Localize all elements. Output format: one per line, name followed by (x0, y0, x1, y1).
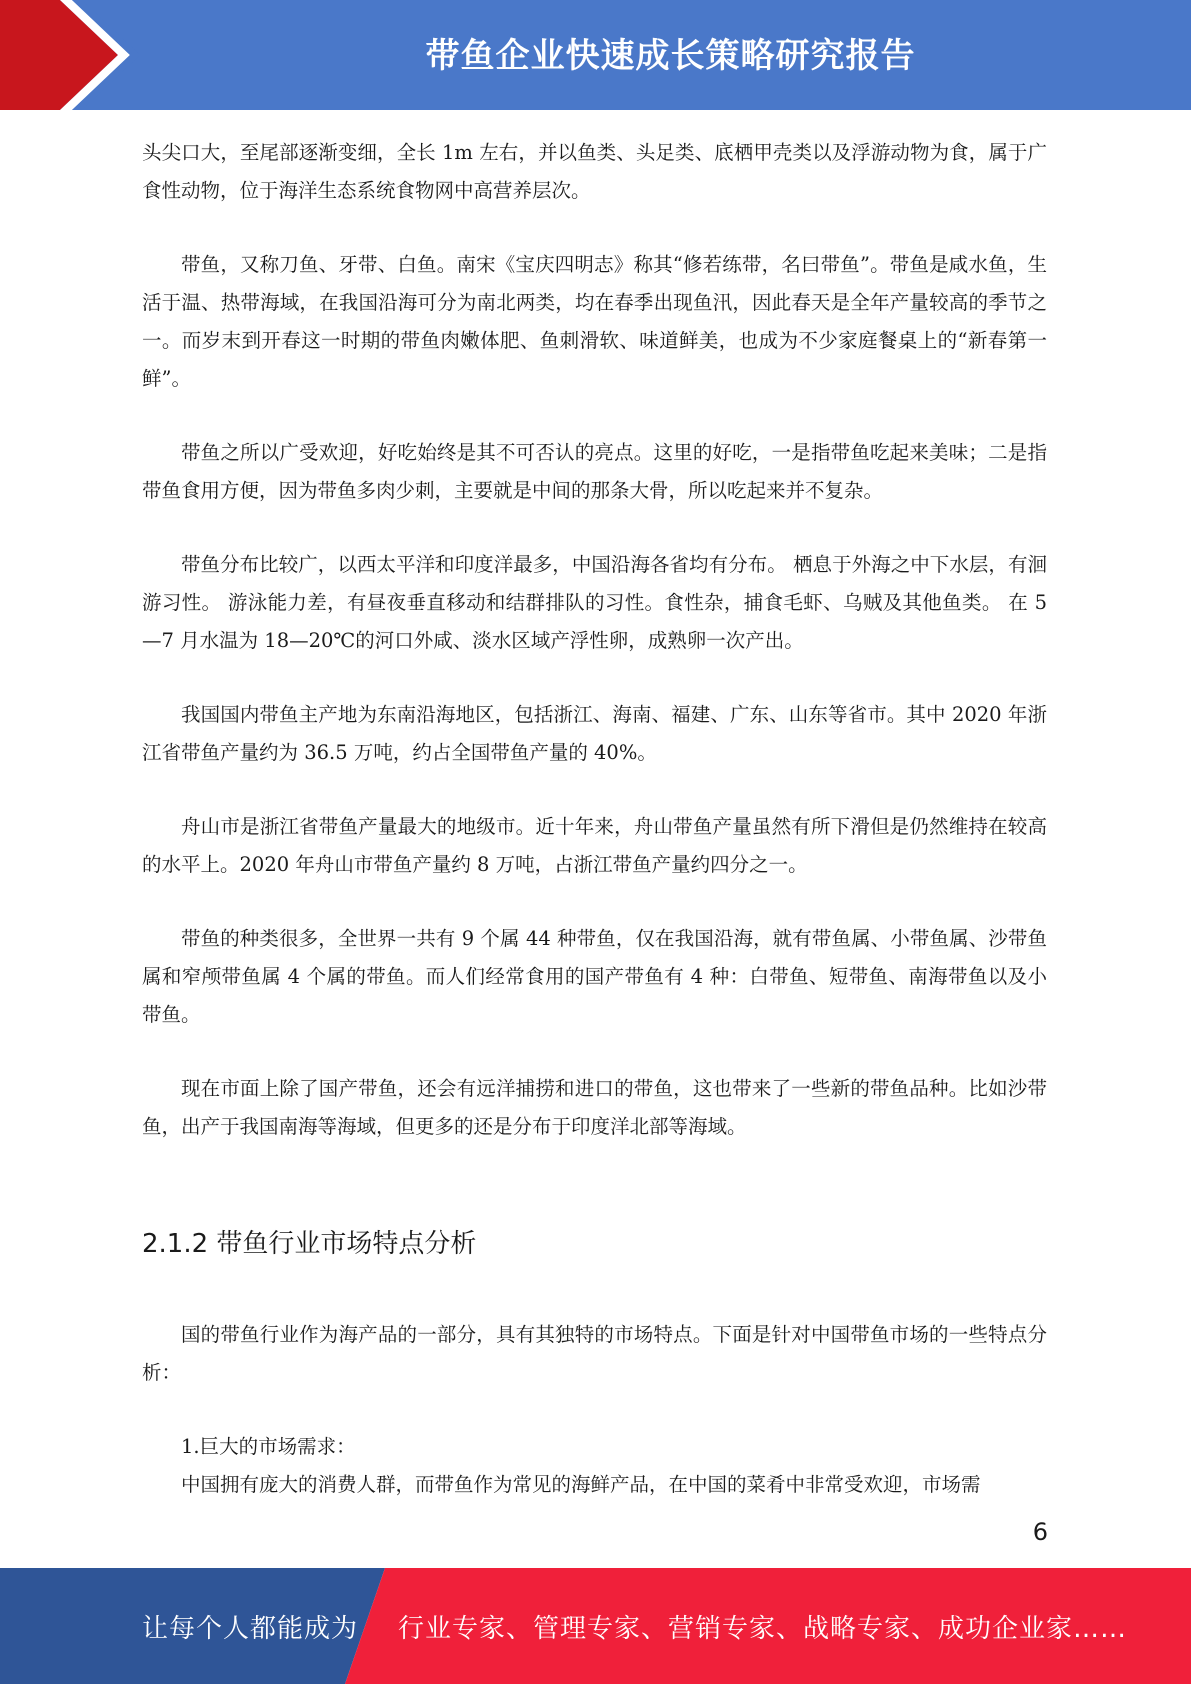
footer-slogan-right: 行业专家、管理专家、营销专家、战略专家、成功企业家…… (398, 1614, 1128, 1644)
paragraph-5: 我国国内带鱼主产地为东南沿海地区，包括浙江、海南、福建、广东、山东等省市。其中 2020 年浙江省带鱼产量约为 36.5 万吨，约占全国带鱼产量的 40%。 (142, 703, 1047, 764)
header-title: 带鱼企业快速成长策略研究报告 (425, 36, 916, 76)
page-number: 6 (1032, 1518, 1048, 1546)
list-item-title: 1.巨大的市场需求： (181, 1435, 356, 1458)
paragraph-4: 带鱼分布比较广，以西太平洋和印度洋最多，中国沿海各省均有分布。 栖息于外海之中下水层，有洄游习性。 游泳能力差，有昼夜垂直移动和结群排队的习性。食性杂，捕食毛虾、乌贼及其他鱼类。 在 5—7 月水温为 18—20℃的河口外咸、淡水区域产浮性卵，成熟卵一次产出。 (142, 553, 1047, 652)
section-heading: 2.1.2 带鱼行业市场特点分析 (142, 1229, 477, 1259)
footer-band (0, 1568, 1191, 1684)
paragraph-3: 带鱼之所以广受欢迎，好吃始终是其不可否认的亮点。这里的好吃，一是指带鱼吃起来美味；二是指带鱼食用方便，因为带鱼多肉少刺，主要就是中间的那条大骨，所以吃起来并不复杂。 (142, 441, 1047, 502)
paragraph-1: 头尖口大，至尾部逐渐变细，全长 1m 左右，并以鱼类、头足类、底栖甲壳类以及浮游动物为食，属于广食性动物，位于海洋生态系统食物网中高营养层次。 (142, 141, 1047, 202)
paragraph-8: 现在市面上除了国产带鱼，还会有远洋捕捞和进口的带鱼，这也带来了一些新的带鱼品种。比如沙带鱼，出产于我国南海等海域，但更多的还是分布于印度洋北部等海域。 (142, 1077, 1047, 1138)
header-band (0, 0, 1191, 110)
paragraph-6: 舟山市是浙江省带鱼产量最大的地级市。近十年来，舟山带鱼产量虽然有所下滑但是仍然维持在较高的水平上。2020 年舟山市带鱼产量约 8 万吨，占浙江带鱼产量约四分之一。 (142, 815, 1047, 876)
footer-slogan-left: 让每个人都能成为 (142, 1614, 359, 1644)
paragraph-2: 带鱼，又称刀鱼、牙带、白鱼。南宋《宝庆四明志》称其“修若练带，名曰带鱼”。带鱼是咸水鱼，生活于温、热带海域，在我国沿海可分为南北两类，均在春季出现鱼汛，因此春天是全年产量较高的季节之一。而岁末到开春这一时期的带鱼肉嫩体肥、鱼刺滑软、味道鲜美，也成为不少家庭餐桌上的“新春第一鲜”。 (142, 253, 1047, 390)
document-body (142, 134, 1047, 1504)
section-intro: 国的带鱼行业作为海产品的一部分，具有其独特的市场特点。下面是针对中国带鱼市场的一些特点分析： (142, 1323, 1047, 1384)
list-item-text: 中国拥有庞大的消费人群，而带鱼作为常见的海鲜产品，在中国的菜肴中非常受欢迎，市场需 (181, 1473, 981, 1496)
paragraph-7: 带鱼的种类很多，全世界一共有 9 个属 44 种带鱼，仅在我国沿海，就有带鱼属、小带鱼属、沙带鱼属和窄颅带鱼属 4 个属的带鱼。而人们经常食用的国产带鱼有 4 种：白带鱼、短带鱼、南海带鱼以及小带鱼。 (142, 927, 1047, 1026)
